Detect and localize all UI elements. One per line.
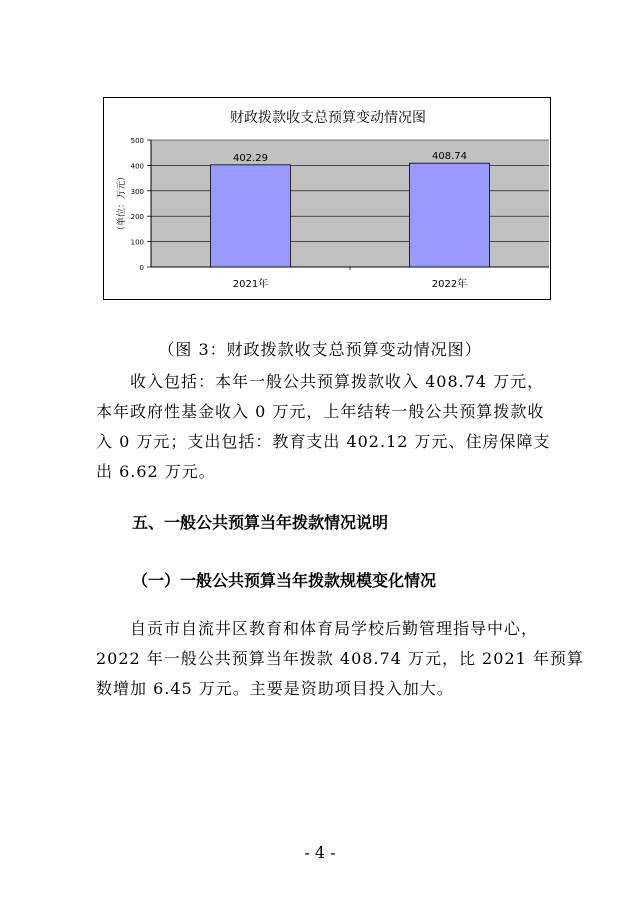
paragraph-line: 本年政府性基金收入 0 万元，上年结转一般公共预算拨款收 [96,402,545,421]
bar-value-label: 408.74 [432,151,467,163]
paragraph-line: 出 6.62 万元。 [96,462,216,481]
y-tick-label: 500 [130,137,144,145]
paragraph-line: 数增加 6.45 万元。主要是资助项目投入加大。 [96,679,454,698]
paragraph-line: 2022 年一般公共预算当年拨款 408.74 万元，比 2021 年预算 [96,649,584,668]
chart-svg [104,98,552,301]
x-tick-label: 2021年 [232,279,269,290]
figure-caption: （图 3：财政拨款收支总预算变动情况图） [158,340,482,359]
y-tick-label: 400 [130,162,144,171]
chart-title: 财政拨款收支总预算变动情况图 [230,110,426,126]
y-tick-label: 300 [130,187,144,196]
bar-value-label: 402.29 [233,152,268,164]
income-expense-paragraph [96,367,551,487]
subsection-heading: （一）一般公共预算当年拨款规模变化情况 [132,571,437,590]
y-tick-label: 200 [130,213,144,222]
bar [211,165,291,267]
y-tick-label: 100 [130,238,144,247]
section-heading: 五、一般公共预算当年拨款情况说明 [132,513,389,532]
y-axis-label: （单位：万元） [117,171,127,236]
budget-change-chart [103,97,551,300]
page-number: - 4 - [304,843,336,862]
paragraph-line: 入 0 万元；支出包括：教育支出 402.12 万元、住房保障支 [96,432,551,451]
appropriation-paragraph [96,614,584,704]
paragraph-line: 收入包括：本年一般公共预算拨款收入 408.74 万元， [130,372,545,391]
paragraph-line: 自贡市自流井区教育和体育局学校后勤管理指导中心， [130,619,539,638]
x-tick-label: 2022年 [431,279,468,290]
bar [410,163,490,267]
y-tick-label: 0 [139,264,144,272]
